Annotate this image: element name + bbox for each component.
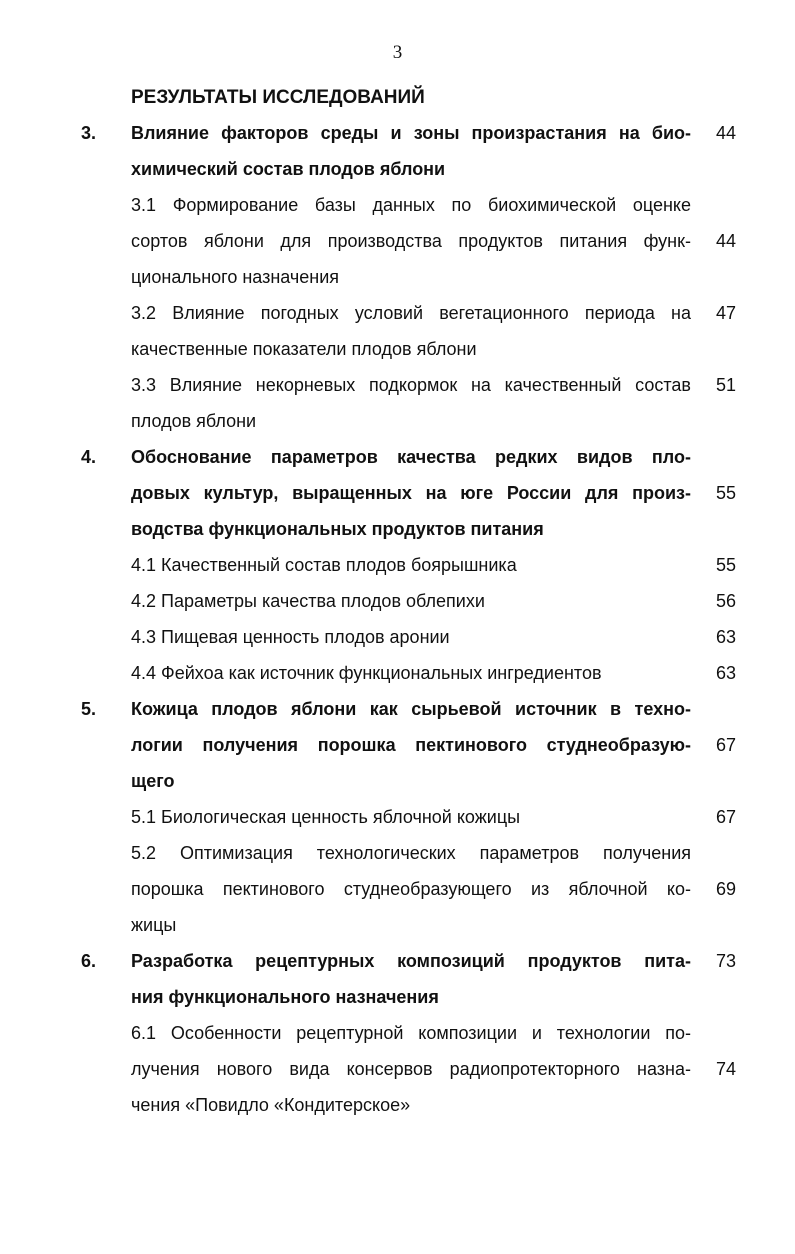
toc-page-number: 55 <box>715 555 736 575</box>
toc-subsection-entry <box>0 547 795 583</box>
toc-entry-text-line: довых культур, выращенных на юге России для произ- <box>131 483 691 503</box>
toc-entry-text-line: Кожица плодов яблони как сырьевой источник в техно- <box>131 699 691 719</box>
toc-entry-text-line: Влияние факторов среды и зоны произрастания на био- <box>131 123 691 143</box>
toc-entry-text-line: 3.1 Формирование базы данных по биохимической оценке <box>131 195 691 215</box>
toc-entry-text-line: 5.1 Биологическая ценность яблочной кожицы <box>131 807 521 827</box>
toc-entry-text-line: водства функциональных продуктов питания <box>131 519 544 539</box>
toc-entry-text-line: ния функционального назначения <box>131 987 439 1007</box>
toc-entry-text-line: жицы <box>131 915 177 935</box>
toc-entry-text-line: плодов яблони <box>131 411 257 431</box>
table-of-contents <box>0 115 795 1123</box>
toc-page-number: 67 <box>715 807 736 827</box>
toc-page-number: 44 <box>715 231 736 251</box>
toc-page-number: 74 <box>715 1059 736 1079</box>
toc-entry-text-line: 3.2 Влияние погодных условий вегетационного периода на <box>131 303 691 323</box>
toc-entry-text-line: лучения нового вида консервов радиопротекторного назна- <box>131 1059 691 1079</box>
toc-subsection-entry <box>0 367 795 439</box>
toc-entry-text-line: качественные показатели плодов яблони <box>131 339 477 359</box>
toc-subsection-entry <box>0 799 795 835</box>
toc-entry-text-line: чения «Повидло «Кондитерское» <box>131 1095 411 1115</box>
toc-page-number: 73 <box>715 951 736 971</box>
toc-subsection-entry <box>0 835 795 943</box>
toc-subsection-entry <box>0 1015 795 1123</box>
toc-chapter-entry <box>0 439 795 547</box>
toc-page-number: 44 <box>715 123 736 143</box>
section-heading: РЕЗУЛЬТАТЫ ИССЛЕДОВАНИЙ <box>131 87 425 108</box>
toc-entry-text-line: Обоснование параметров качества редких видов пло- <box>131 447 691 467</box>
toc-page-number: 63 <box>715 627 736 647</box>
toc-subsection-entry <box>0 655 795 691</box>
toc-subsection-entry <box>0 583 795 619</box>
toc-entry-text-line: 4.4 Фейхоа как источник функциональных ингредиентов <box>131 663 602 683</box>
toc-entry-text-line: 4.2 Параметры качества плодов облепихи <box>131 591 485 611</box>
toc-chapter-entry <box>0 691 795 799</box>
toc-entry-text-line: 6.1 Особенности рецептурной композиции и технологии по- <box>131 1023 691 1043</box>
page-number: 3 <box>392 42 403 63</box>
chapter-number: 5. <box>81 699 97 719</box>
toc-subsection-entry <box>0 295 795 367</box>
toc-chapter-entry <box>0 115 795 187</box>
toc-entry-text-line: ционального назначения <box>131 267 340 287</box>
chapter-number: 4. <box>81 447 97 467</box>
toc-page-number: 51 <box>715 375 736 395</box>
toc-page-number: 56 <box>715 591 736 611</box>
toc-page-number: 69 <box>715 879 736 899</box>
toc-page-number: 55 <box>715 483 736 503</box>
toc-entry-text-line: Разработка рецептурных композиций продуктов пита- <box>131 951 691 971</box>
toc-chapter-entry <box>0 943 795 1015</box>
toc-entry-text-line: щего <box>131 771 175 791</box>
toc-entry-text-line: сортов яблони для производства продуктов питания функ- <box>131 231 691 251</box>
toc-subsection-entry <box>0 619 795 655</box>
toc-entry-text-line: 4.1 Качественный состав плодов боярышника <box>131 555 517 575</box>
chapter-number: 6. <box>81 951 97 971</box>
toc-page-number: 67 <box>715 735 736 755</box>
toc-page-number: 63 <box>715 663 736 683</box>
toc-entry-text-line: 3.3 Влияние некорневых подкормок на качественный состав <box>131 375 691 395</box>
chapter-number: 3. <box>81 123 97 143</box>
toc-subsection-entry <box>0 187 795 295</box>
toc-page-number: 47 <box>715 303 736 323</box>
toc-entry-text-line: 4.3 Пищевая ценность плодов аронии <box>131 627 450 647</box>
toc-entry-text-line: порошка пектинового студнеобразующего из яблочной ко- <box>131 879 691 899</box>
toc-entry-text-line: химический состав плодов яблони <box>131 159 446 179</box>
toc-entry-text-line: 5.2 Оптимизация технологических параметров получения <box>131 843 691 863</box>
toc-entry-text-line: логии получения порошка пектинового студнеобразую- <box>131 735 691 755</box>
